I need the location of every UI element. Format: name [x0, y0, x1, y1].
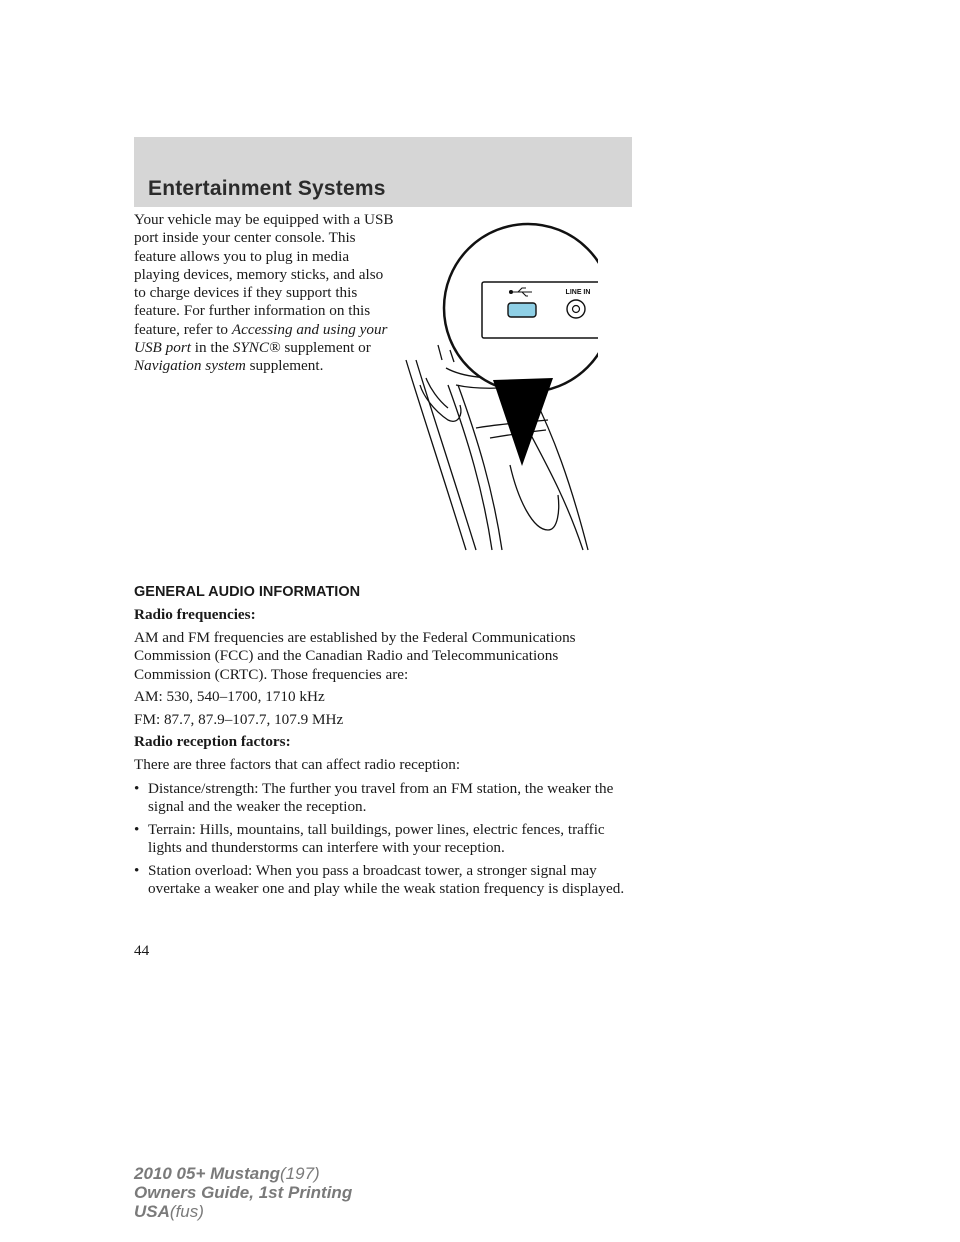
footer-model-code: (197) — [280, 1164, 320, 1183]
radio-reception-intro: There are three factors that can affect radio reception: — [134, 756, 461, 773]
console-usb-illustration — [398, 210, 598, 555]
line-in-jack-center — [573, 306, 580, 313]
bullet-icon: • — [134, 821, 140, 838]
radio-reception-heading: Radio reception factors: — [134, 733, 291, 750]
radio-frequencies-body: AM and FM frequencies are established by the Federal Communications Commission (FCC) and the Canadian Radio and Telecommunications Commission (CRTC). Those frequencies are: — [134, 629, 576, 683]
intro-ref-navigation: Navigation system — [134, 357, 246, 375]
intro-text: supplement. — [245, 357, 324, 375]
list-item-text: Station overload: When you pass a broadcast tower, a stronger signal may overtake a weaker one and play while the weak station frequency is displayed. — [148, 862, 625, 898]
section-header — [134, 137, 632, 207]
list-item-text: Terrain: Hills, mountains, tall buildings, power lines, electric fences, traffic lights and thunderstorms can interfere with your reception. — [148, 821, 605, 857]
section-header-title: Entertainment Systems — [148, 177, 386, 200]
bullet-icon: • — [134, 780, 140, 797]
usb-port — [508, 303, 536, 317]
intro-ref-usb: Accessing and using your USB port — [134, 320, 388, 357]
bullet-icon: • — [134, 862, 140, 879]
radio-frequencies-heading: Radio frequencies: — [134, 606, 256, 623]
intro-text: Your vehicle may be equipped with a USB port inside your center console. This feature allows you to plug in media playing devices, memory sticks, and also to charge devices if they support this feature. For further information on this feature, refer to — [134, 211, 394, 338]
document-footer — [134, 1164, 352, 1221]
intro-text: in the — [190, 339, 233, 357]
list-item-text: Distance/strength: The further you travel from an FM station, the weaker the signal and the weaker the reception. — [148, 780, 614, 816]
list-item — [134, 821, 634, 858]
footer-model: 2010 05+ Mustang — [134, 1164, 280, 1183]
fm-frequencies: FM: 87.7, 87.9–107.7, 107.9 MHz — [134, 711, 344, 728]
usb-intro-paragraph — [134, 211, 396, 376]
line-in-label: LINE IN — [565, 289, 591, 296]
magnifier-pointer — [493, 378, 553, 466]
list-item — [134, 780, 634, 817]
section-title-general-audio: GENERAL AUDIO INFORMATION — [134, 584, 361, 600]
page-number: 44 — [134, 942, 150, 959]
am-frequencies: AM: 530, 540–1700, 1710 kHz — [134, 688, 325, 705]
footer-market-code: (fus) — [169, 1202, 204, 1221]
intro-ref-sync: SYNC® — [232, 339, 281, 357]
footer-printing: Owners Guide, 1st Printing — [134, 1183, 353, 1202]
intro-text: supplement or — [280, 339, 371, 357]
footer-market: USA — [134, 1202, 170, 1221]
list-item — [134, 862, 634, 899]
